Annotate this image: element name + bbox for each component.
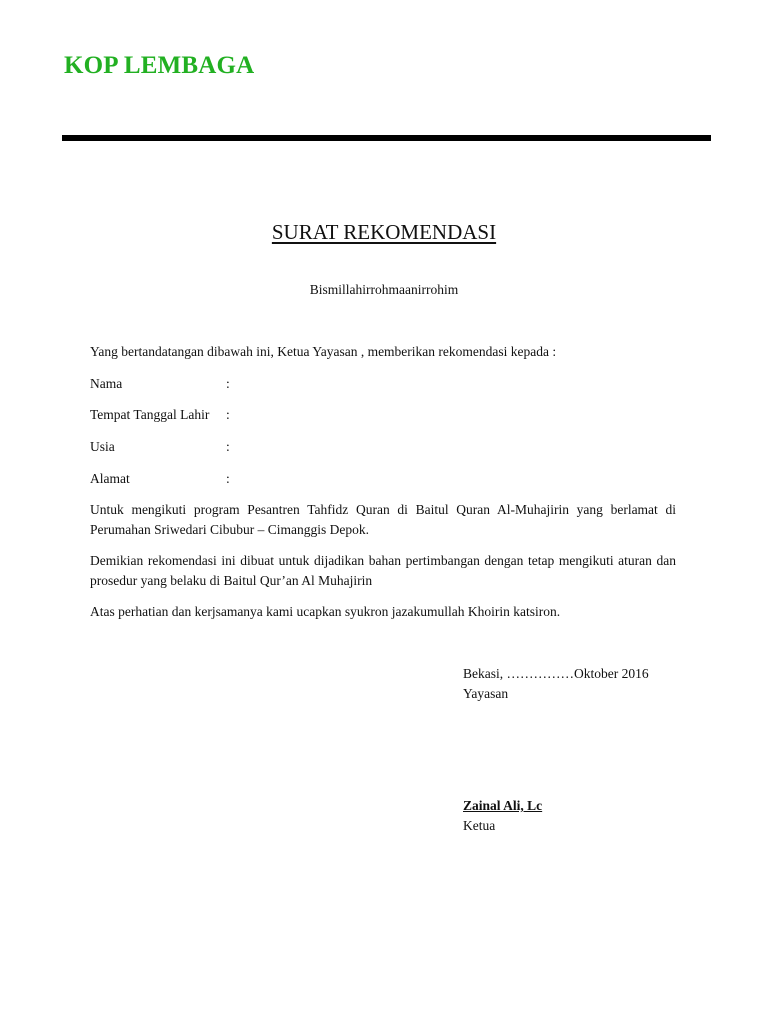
paragraph-thanks: Atas perhatian dan kerjsamanya kami ucapkan syukron jazakumullah Khoirin katsiron.: [90, 604, 561, 619]
signature-organization: Yayasan: [463, 686, 509, 701]
paragraph-program: Untuk mengikuti program Pesantren Tahfidz Quran di Baitul Quran Al-Muhajirin yang berlamat di Perumahan Sriwedari Cibubur – Cimanggis Depok.: [90, 502, 676, 537]
field-separator: :: [226, 407, 230, 422]
field-label: Tempat Tanggal Lahir: [90, 407, 210, 422]
letter-title: SURAT REKOMENDASI: [271, 220, 497, 244]
field-separator: :: [226, 376, 230, 391]
field-separator: :: [226, 439, 230, 454]
signature-place-date: Bekasi, ……………Oktober 2016: [463, 666, 649, 681]
field-label: Nama: [90, 376, 123, 391]
signer-position: Ketua: [463, 818, 496, 833]
field-label: Alamat: [90, 471, 130, 486]
paragraph-closing: Demikian rekomendasi ini dibuat untuk dijadikan bahan pertimbangan dengan tetap mengikuti aturan dan prosedur yang belaku di Baitul Qur’an Al Muhajirin: [90, 553, 676, 588]
letterhead-divider: [62, 135, 711, 141]
field-separator: :: [226, 471, 230, 486]
opening-statement: Yang bertandatangan dibawah ini, Ketua Yayasan , memberikan rekomendasi kepada :: [90, 344, 557, 359]
letterhead-institution: KOP LEMBAGA: [64, 52, 255, 79]
basmala-text: Bismillahirrohmaanirrohim: [309, 282, 459, 297]
field-label: Usia: [90, 439, 115, 454]
signer-name: Zainal Ali, Lc: [463, 798, 543, 813]
